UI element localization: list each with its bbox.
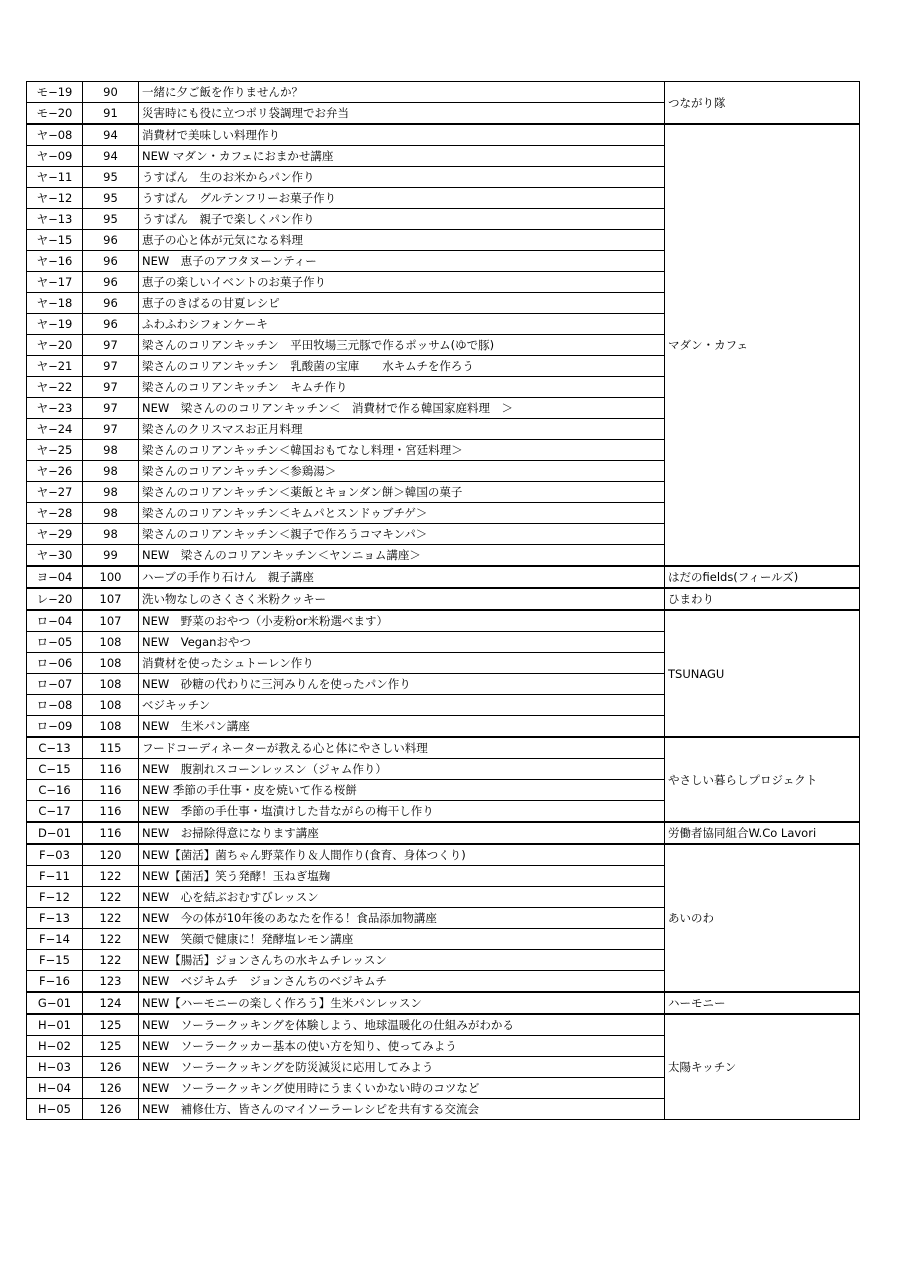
course-table [26, 81, 860, 1120]
page-number: 125 [83, 1014, 139, 1036]
course-title: うすぱん 生のお米からパン作り [139, 167, 665, 188]
table-row [27, 822, 860, 844]
course-title: NEW 恵子のアフタヌーンティー [139, 251, 665, 272]
course-code: ヤ−13 [27, 209, 83, 230]
page-number: 116 [83, 801, 139, 823]
course-title: NEW 梁さんのコリアンキッチン＜ヤンニョム講座＞ [139, 545, 665, 567]
course-code: ヤ−29 [27, 524, 83, 545]
course-code: F−12 [27, 887, 83, 908]
page-number: 123 [83, 971, 139, 993]
page-number: 125 [83, 1036, 139, 1057]
page-number: 108 [83, 632, 139, 653]
page-number: 96 [83, 293, 139, 314]
course-title: NEW 季節の手仕事・塩漬けした昔ながらの梅干し作り [139, 801, 665, 823]
organizer-name: つながり隊 [665, 82, 860, 125]
organizer-name: 太陽キッチン [665, 1014, 860, 1120]
organizer-name: TSUNAGU [665, 610, 860, 737]
course-title: NEW【ハーモニーの楽しく作ろう】生米パンレッスン [139, 992, 665, 1014]
course-title: NEW【腸活】ジョンさんちの水キムチレッスン [139, 950, 665, 971]
page-number: 98 [83, 440, 139, 461]
course-code: ヤ−22 [27, 377, 83, 398]
course-code: F−03 [27, 844, 83, 866]
page-number: 98 [83, 482, 139, 503]
page-number: 91 [83, 103, 139, 125]
course-code: ヤ−11 [27, 167, 83, 188]
course-title: 洗い物なしのさくさく米粉クッキー [139, 588, 665, 610]
page-number: 99 [83, 545, 139, 567]
course-title: ふわふわシフォンケーキ [139, 314, 665, 335]
organizer-name: ハーモニー [665, 992, 860, 1014]
organizer-name: 労働者協同組合W.Co Lavori [665, 822, 860, 844]
course-title: NEW 笑顔で健康に！発酵塩レモン講座 [139, 929, 665, 950]
course-code: C−16 [27, 780, 83, 801]
table-row [27, 124, 860, 146]
course-code: C−17 [27, 801, 83, 823]
course-code: ヤ−23 [27, 398, 83, 419]
course-title: ハーブの手作り石けん 親子講座 [139, 566, 665, 588]
course-code: H−02 [27, 1036, 83, 1057]
course-code: ロ−06 [27, 653, 83, 674]
course-code: D−01 [27, 822, 83, 844]
course-table-body [27, 82, 860, 1120]
course-code: ヤ−15 [27, 230, 83, 251]
course-title: 恵子のきぱるの甘夏レシピ [139, 293, 665, 314]
course-code: H−05 [27, 1099, 83, 1120]
course-code: ヤ−12 [27, 188, 83, 209]
page-number: 115 [83, 737, 139, 759]
table-row [27, 566, 860, 588]
page-number: 126 [83, 1057, 139, 1078]
course-title: NEW 今の体が10年後のあなたを作る！食品添加物講座 [139, 908, 665, 929]
page-number: 122 [83, 887, 139, 908]
course-title: 梁さんのコリアンキッチン 乳酸菌の宝庫 水キムチを作ろう [139, 356, 665, 377]
course-code: F−15 [27, 950, 83, 971]
page-number: 97 [83, 419, 139, 440]
course-code: ヤ−08 [27, 124, 83, 146]
course-title: 消費材を使ったシュトーレン作り [139, 653, 665, 674]
course-title: NEW 心を結ぶおむすびレッスン [139, 887, 665, 908]
page-number: 108 [83, 716, 139, 738]
page-number: 97 [83, 335, 139, 356]
organizer-name: やさしい暮らしプロジェクト [665, 737, 860, 822]
course-code: G−01 [27, 992, 83, 1014]
course-title: NEW ソーラークッキングを防災減災に応用してみよう [139, 1057, 665, 1078]
course-code: F−11 [27, 866, 83, 887]
course-title: フードコーディネーターが教える心と体にやさしい料理 [139, 737, 665, 759]
page-number: 97 [83, 356, 139, 377]
course-title: 梁さんのコリアンキッチン 平田牧場三元豚で作るポッサム(ゆで豚) [139, 335, 665, 356]
page-number: 120 [83, 844, 139, 866]
course-code: H−01 [27, 1014, 83, 1036]
course-code: レ−20 [27, 588, 83, 610]
organizer-name: あいのわ [665, 844, 860, 992]
course-code: ヤ−30 [27, 545, 83, 567]
course-code: ヤ−17 [27, 272, 83, 293]
page-number: 98 [83, 461, 139, 482]
course-code: ヤ−19 [27, 314, 83, 335]
course-code: ロ−04 [27, 610, 83, 632]
course-title: NEW 砂糖の代わりに三河みりんを使ったパン作り [139, 674, 665, 695]
course-title: NEW 野菜のおやつ（小麦粉or米粉選べます） [139, 610, 665, 632]
page-number: 96 [83, 251, 139, 272]
course-title: 消費材で美味しい料理作り [139, 124, 665, 146]
page-number: 90 [83, 82, 139, 103]
table-row [27, 737, 860, 759]
course-title: うすぱん グルテンフリーお菓子作り [139, 188, 665, 209]
page-number: 94 [83, 124, 139, 146]
course-title: うすぱん 親子で楽しくパン作り [139, 209, 665, 230]
page-number: 124 [83, 992, 139, 1014]
organizer-name: ひまわり [665, 588, 860, 610]
course-code: モ−20 [27, 103, 83, 125]
course-code: C−15 [27, 759, 83, 780]
course-title: NEW ソーラークッキング使用時にうまくいかない時のコツなど [139, 1078, 665, 1099]
table-row [27, 992, 860, 1014]
course-title: 恵子の心と体が元気になる料理 [139, 230, 665, 251]
course-code: ヤ−18 [27, 293, 83, 314]
page-number: 122 [83, 929, 139, 950]
course-code: ヨ−04 [27, 566, 83, 588]
course-title: 梁さんのコリアンキッチン＜親子で作ろうコマキンパ＞ [139, 524, 665, 545]
page-number: 95 [83, 167, 139, 188]
course-title: 恵子の楽しいイベントのお菓子作り [139, 272, 665, 293]
course-title: 梁さんのコリアンキッチン＜キムパとスンドゥブチゲ＞ [139, 503, 665, 524]
course-title: NEW 生米パン講座 [139, 716, 665, 738]
page-number: 126 [83, 1099, 139, 1120]
course-code: モ−19 [27, 82, 83, 103]
course-title: 梁さんのコリアンキッチン＜参鶏湯＞ [139, 461, 665, 482]
course-code: ヤ−28 [27, 503, 83, 524]
table-row [27, 610, 860, 632]
page-number: 108 [83, 695, 139, 716]
course-code: ヤ−09 [27, 146, 83, 167]
course-code: ヤ−20 [27, 335, 83, 356]
course-code: F−14 [27, 929, 83, 950]
page-number: 100 [83, 566, 139, 588]
course-title: NEW ソーラークッカー基本の使い方を知り、使ってみよう [139, 1036, 665, 1057]
table-row [27, 82, 860, 103]
course-code: H−04 [27, 1078, 83, 1099]
course-code: ロ−07 [27, 674, 83, 695]
page-number: 108 [83, 653, 139, 674]
page-number: 94 [83, 146, 139, 167]
page-number: 107 [83, 588, 139, 610]
course-code: ロ−05 [27, 632, 83, 653]
course-title: NEW 季節の手仕事・皮を焼いて作る桜餅 [139, 780, 665, 801]
page-number: 116 [83, 780, 139, 801]
course-code: ロ−09 [27, 716, 83, 738]
page-number: 95 [83, 188, 139, 209]
course-title: NEW 腹割れスコーンレッスン（ジャム作り） [139, 759, 665, 780]
table-row [27, 844, 860, 866]
course-title: 災害時にも役に立つポリ袋調理でお弁当 [139, 103, 665, 125]
course-title: NEW Veganおやつ [139, 632, 665, 653]
page-number: 107 [83, 610, 139, 632]
page-number: 122 [83, 908, 139, 929]
course-code: ヤ−21 [27, 356, 83, 377]
course-code: ヤ−26 [27, 461, 83, 482]
course-code: ヤ−25 [27, 440, 83, 461]
course-title: 梁さんのコリアンキッチン キムチ作り [139, 377, 665, 398]
course-title: 梁さんのクリスマスお正月料理 [139, 419, 665, 440]
page-number: 116 [83, 822, 139, 844]
course-title: 梁さんのコリアンキッチン＜薬飯とキョンダン餅＞韓国の菓子 [139, 482, 665, 503]
page-number: 122 [83, 866, 139, 887]
organizer-name: はだのfields(フィールズ) [665, 566, 860, 588]
course-code: ヤ−16 [27, 251, 83, 272]
page-number: 97 [83, 398, 139, 419]
course-title: NEW 梁さんののコリアンキッチン＜ 消費材で作る韓国家庭料理 ＞ [139, 398, 665, 419]
page-number: 126 [83, 1078, 139, 1099]
course-title: NEW 補修仕方、皆さんのマイソーラーレシピを共有する交流会 [139, 1099, 665, 1120]
page-number: 122 [83, 950, 139, 971]
course-title: NEW ソーラークッキングを体験しよう、地球温暖化の仕組みがわかる [139, 1014, 665, 1036]
page-number: 98 [83, 524, 139, 545]
page-number: 95 [83, 209, 139, 230]
table-row [27, 1014, 860, 1036]
page-number: 96 [83, 230, 139, 251]
course-title: NEW ベジキムチ ジョンさんちのベジキムチ [139, 971, 665, 993]
course-title: ベジキッチン [139, 695, 665, 716]
page-number: 96 [83, 314, 139, 335]
course-code: ヤ−27 [27, 482, 83, 503]
course-code: C−13 [27, 737, 83, 759]
page-number: 96 [83, 272, 139, 293]
page-number: 98 [83, 503, 139, 524]
course-title: 梁さんのコリアンキッチン＜韓国おもてなし料理・宮廷料理＞ [139, 440, 665, 461]
page-number: 116 [83, 759, 139, 780]
course-code: ヤ−24 [27, 419, 83, 440]
course-title: NEW マダン・カフェにおまかせ講座 [139, 146, 665, 167]
table-row [27, 588, 860, 610]
organizer-name: マダン・カフェ [665, 124, 860, 566]
course-code: ロ−08 [27, 695, 83, 716]
course-title: NEW【菌活】菌ちゃん野菜作り＆人間作り(食育、身体つくり) [139, 844, 665, 866]
course-code: H−03 [27, 1057, 83, 1078]
course-code: F−13 [27, 908, 83, 929]
course-title: 一緒に夕ご飯を作りませんか？ [139, 82, 665, 103]
course-title: NEW お掃除得意になります講座 [139, 822, 665, 844]
page-number: 108 [83, 674, 139, 695]
course-code: F−16 [27, 971, 83, 993]
page-number: 97 [83, 377, 139, 398]
course-title: NEW【菌活】笑う発酵！玉ねぎ塩麹 [139, 866, 665, 887]
